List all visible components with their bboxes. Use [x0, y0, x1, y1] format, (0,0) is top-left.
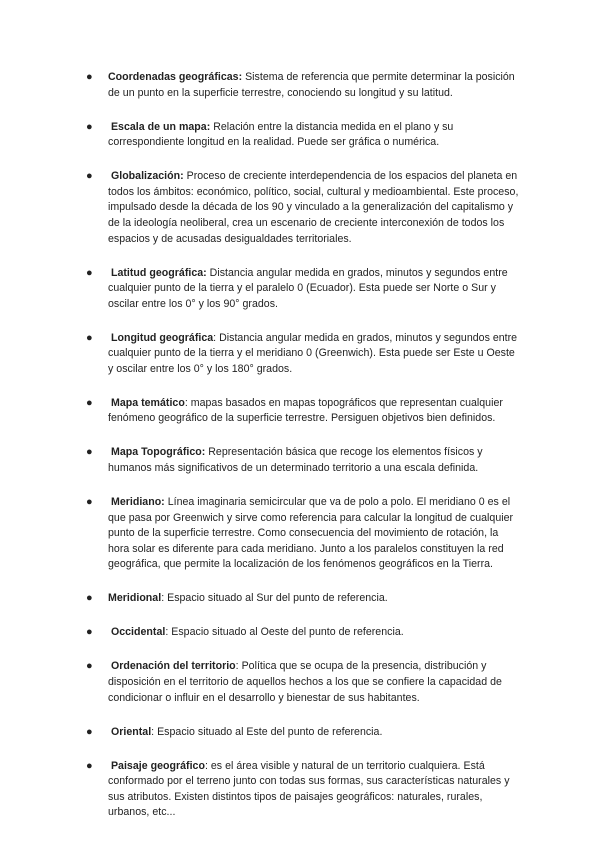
bullet-icon: ● — [86, 71, 93, 83]
glossary-entry — [86, 625, 522, 641]
entry-definition: : Espacio situado al Este del punto de referencia. — [151, 725, 383, 738]
entry-term: Ordenación del territorio — [110, 660, 236, 673]
entry-term: Mapa Topográfico: — [110, 446, 206, 459]
entry-definition: : Espacio situado al Oeste del punto de referencia. — [165, 626, 404, 639]
entry-term: Occidental — [110, 626, 166, 639]
glossary-entry — [86, 591, 522, 607]
bullet-icon: ● — [86, 331, 93, 344]
entry-term: Escala de un mapa: — [110, 120, 211, 133]
entry-term: Paisaje geográfico — [110, 759, 205, 772]
entry-definition: Sistema de referencia que permite determinar la posición de un punto en la superficie terrestre, conociendo su longitud y su latitud. — [108, 71, 515, 99]
entry-term: Meridiano: — [110, 496, 165, 509]
entry-definition: Línea imaginaria semicircular que va de polo a polo. El meridiano 0 es el que pasa por Greenwich y sirve como referencia para calcular la longitud de cualquier punto de la superficie terrestre. Como consecuencia del movimiento de rotación, la hora solar es diferente para cada meridiano. Junto a los paralelos constituyen la red geográfica, que permite la localización de los fenómenos geográficos en la Tierra. — [108, 496, 514, 571]
entry-definition: : es el área visible y natural de un territorio cualquiera. Está conformado por el terreno junto con todas sus formas, sus características naturales y sus atributos. Existen distintos tipos de paisajes geográficos: naturales, rurales, urbanos, etc... — [108, 759, 510, 819]
glossary-entry — [86, 266, 522, 313]
glossary-entry — [86, 725, 522, 741]
bullet-icon: ● — [86, 446, 93, 459]
glossary-entry — [86, 396, 522, 427]
bullet-icon: ● — [86, 396, 93, 409]
glossary-entry — [86, 495, 522, 573]
entry-term: Latitud geográfica: — [110, 266, 207, 279]
entry-definition: : Distancia angular medida en grados, minutos y segundos entre cualquier punto de la tierra y el meridiano 0 (Greenwich). Esta puede ser Este u Oeste y oscilar entre los 0° y los 180° grados. — [108, 331, 518, 375]
entry-definition: : Política que se ocupa de la presencia, distribución y disposición en el territorio de aquellos hechos a los que se confiere la capacidad de condicionar o influir en el desarrollo y bienestar de sus habitantes. — [108, 660, 502, 704]
glossary-entry — [86, 331, 522, 378]
entry-definition: Representación básica que recoge los elementos físicos y humanos más significativos de un determinado territorio a una escala definida. — [108, 446, 483, 475]
entry-term: Oriental — [110, 725, 152, 738]
bullet-icon: ● — [86, 725, 93, 738]
entry-definition: Distancia angular medida en grados, minutos y segundos entre cualquier punto de la tierra y el paralelo 0 (Ecuador). Esta puede ser Norte o Sur y oscilar entre los 0° y los 90° grados. — [108, 266, 508, 310]
entry-definition: Proceso de creciente interdependencia de los espacios del planeta en todos los ámbitos: económico, político, social, cultural y medioambiental. Este proceso, impulsado desde la década de los 90 y vinculado a la generalización del capitalismo y de la ideología neoliberal, crea un escenario de creciente interconexión de todos los espacios y de acusadas desigualdades territoriales. — [108, 170, 519, 245]
glossary-entry — [86, 70, 522, 101]
bullet-icon: ● — [86, 626, 93, 639]
bullet-icon: ● — [86, 592, 93, 605]
bullet-icon: ● — [86, 660, 93, 673]
glossary-entry — [86, 445, 522, 476]
entry-term: Mapa temático — [110, 396, 185, 409]
bullet-icon: ● — [86, 170, 93, 183]
glossary-entry — [86, 120, 522, 151]
glossary-list — [86, 70, 522, 839]
bullet-icon: ● — [86, 120, 93, 133]
glossary-entry — [86, 169, 522, 247]
glossary-entry — [86, 659, 522, 706]
glossary-entry — [86, 759, 522, 821]
bullet-icon: ● — [86, 496, 93, 509]
bullet-icon: ● — [86, 759, 93, 772]
entry-term: Globalización: — [110, 170, 184, 183]
entry-definition: Relación entre la distancia medida en el plano y su correspondiente longitud en la realidad. Puede ser gráfica o numérica. — [108, 120, 454, 149]
entry-term: Coordenadas geográficas: — [108, 71, 243, 83]
entry-term: Meridional — [108, 592, 162, 605]
entry-definition: : Espacio situado al Sur del punto de referencia. — [161, 592, 388, 605]
entry-term: Longitud geográfica — [110, 331, 214, 344]
entry-definition: : mapas basados en mapas topográficos que representan cualquier fenómeno geográfico de la superficie terrestre. Persiguen objetivos bien definidos. — [108, 396, 503, 425]
bullet-icon: ● — [86, 266, 93, 279]
